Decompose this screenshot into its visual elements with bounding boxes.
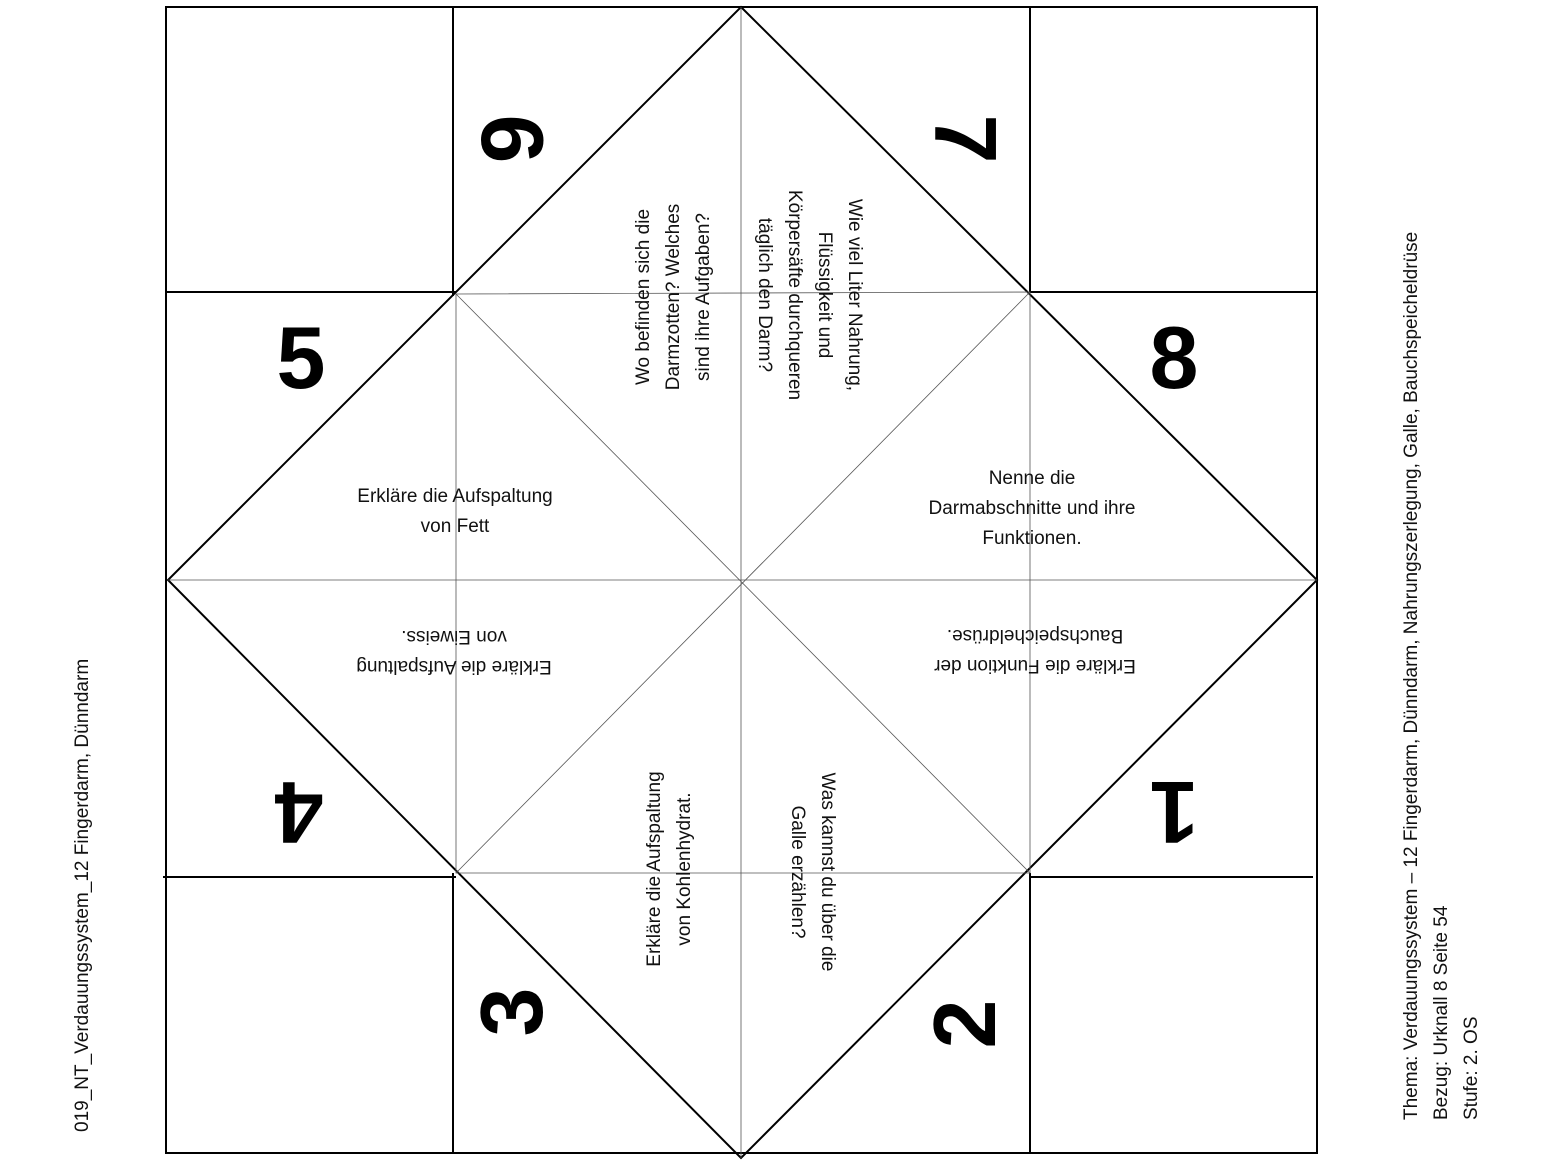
number-7: 7 xyxy=(916,114,1015,164)
number-4: 4 xyxy=(274,763,324,862)
number-2: 2 xyxy=(915,999,1014,1049)
question-bauchspeicheldruese: Erkläre die Funktion der Bauchspeicheldrüse. xyxy=(934,625,1136,676)
question-darmzotten: Wo befinden sich die Darmzotten? Welches sind ihre Aufgaben? xyxy=(633,203,714,391)
question-liter-nahrung: Wie viel Liter Nahrung, Flüssigkeit und Körpersäfte durchqueren täglich den Darm? xyxy=(754,189,865,401)
info-line-bezug: Bezug: Urknall 8 Seite 54 xyxy=(1431,905,1452,1120)
question-kohlenhydrat: Erkläre die Aufspaltung von Kohlenhydrat. xyxy=(644,771,695,967)
question-galle: Was kannst du über die Galle erzählen? xyxy=(787,772,838,972)
number-6: 6 xyxy=(463,114,562,164)
info-line-thema: Thema: Verdauungssystem – 12 Fingerdarm, Dünndarm, Nahrungszerlegung, Galle, Bauchspeicheldrüse xyxy=(1401,231,1422,1120)
info-line-stufe: Stufe: 2. OS xyxy=(1461,1016,1482,1120)
number-1: 1 xyxy=(1149,763,1199,862)
file-label: 019_NT_Verdauungssystem_12 Fingerdarm, Dünndarm xyxy=(72,658,93,1132)
question-eiweiss: Erkläre die Aufspaltung von Eiweiss. xyxy=(356,626,552,677)
number-3: 3 xyxy=(462,987,561,1037)
question-fett: Erkläre die Aufspaltung von Fett xyxy=(357,486,553,537)
question-darmabschnitte: Nenne die Darmabschnitte und ihre Funktionen. xyxy=(928,468,1136,549)
number-5: 5 xyxy=(276,308,326,407)
number-8: 8 xyxy=(1149,308,1199,407)
